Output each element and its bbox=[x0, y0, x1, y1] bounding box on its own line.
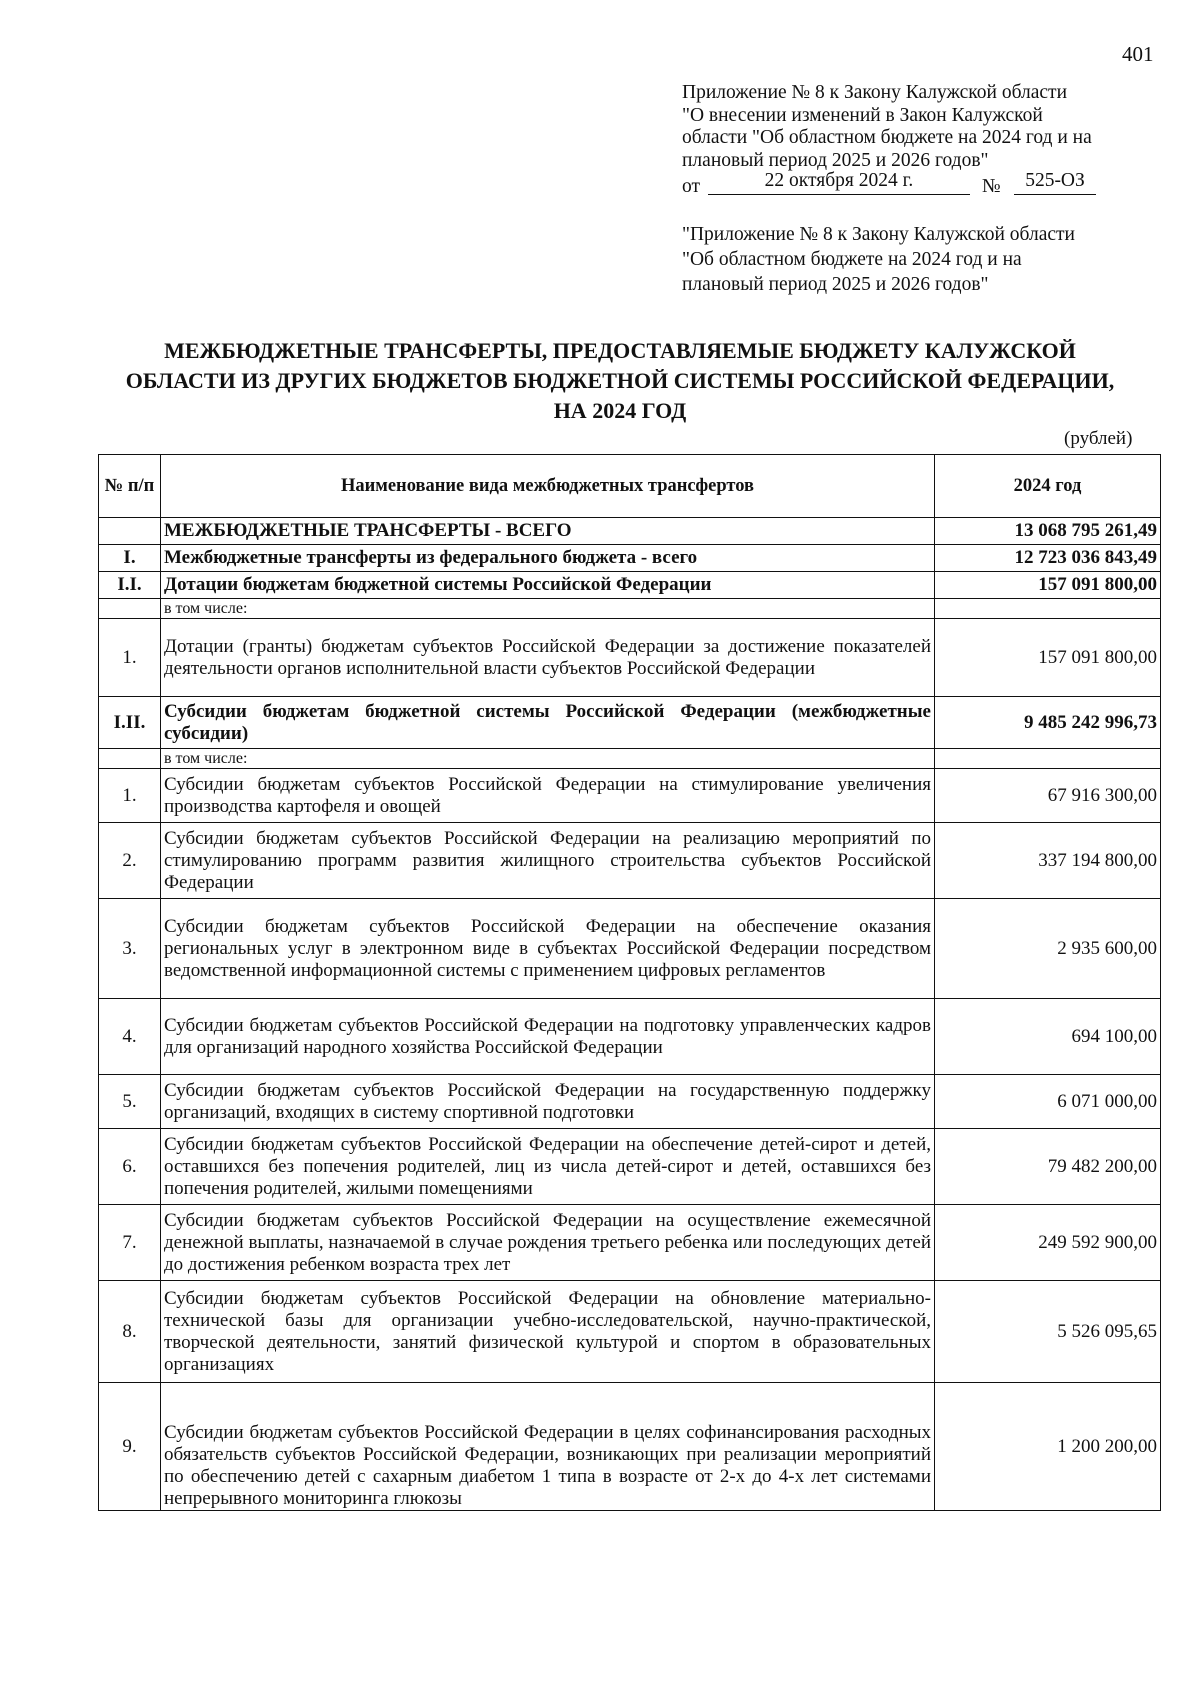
header-line: Приложение № 8 к Закону Калужской области bbox=[682, 82, 1068, 103]
table-header-row bbox=[99, 455, 1161, 518]
row-subheading: в том числе: bbox=[161, 599, 935, 619]
row-num: 2. bbox=[99, 823, 161, 899]
row-name: Субсидии бюджетам субъектов Российской Федерации на обеспечение детей-сирот и детей, оставшихся без попечения родителей, лиц из числа детей-сирот и детей, оставшихся без попечения родителей, жилыми помещениями bbox=[161, 1129, 935, 1205]
table-row bbox=[99, 619, 1161, 697]
row-amount: 79 482 200,00 bbox=[935, 1129, 1161, 1205]
row-name: Субсидии бюджетам субъектов Российской Федерации на реализацию мероприятий по стимулированию программ развития жилищного строительства субъектов Российской Федерации bbox=[161, 823, 935, 899]
row-num: 1. bbox=[99, 619, 161, 697]
table-row bbox=[99, 599, 1161, 619]
row-num: 5. bbox=[99, 1075, 161, 1129]
number-sign: № bbox=[982, 176, 1001, 197]
header2-line: плановый период 2025 и 2026 годов" bbox=[682, 274, 989, 295]
row-num: 3. bbox=[99, 899, 161, 999]
title-line: НА 2024 ГОД bbox=[553, 398, 687, 423]
header-year: 2024 год bbox=[935, 455, 1161, 518]
units-label: (рублей) bbox=[1064, 428, 1133, 449]
law-signature-line bbox=[682, 170, 1162, 200]
original-appendix-header bbox=[682, 222, 1162, 297]
row-num: 6. bbox=[99, 1129, 161, 1205]
row-amount: 249 592 900,00 bbox=[935, 1205, 1161, 1281]
title-line: ОБЛАСТИ ИЗ ДРУГИХ БЮДЖЕТОВ БЮДЖЕТНОЙ СИСТЕМЫ РОССИЙСКОЙ ФЕДЕРАЦИИ, bbox=[125, 368, 1115, 393]
table-row bbox=[99, 572, 1161, 599]
row-amount bbox=[935, 599, 1161, 619]
document-title bbox=[80, 336, 1160, 426]
row-amount: 13 068 795 261,49 bbox=[935, 518, 1161, 545]
row-name: Субсидии бюджетам субъектов Российской Федерации на обновление материально-технической базы для организации учебно-исследовательской, научно-практической, творческой деятельности, занятий физической культурой и спортом в образовательных организациях bbox=[161, 1281, 935, 1383]
row-amount: 12 723 036 843,49 bbox=[935, 545, 1161, 572]
row-num: 1. bbox=[99, 769, 161, 823]
row-name: Субсидии бюджетам субъектов Российской Федерации на осуществление ежемесячной денежной выплаты, назначаемой в случае рождения третьего ребенка или последующих детей до достижения ребенком возраста трех лет bbox=[161, 1205, 935, 1281]
row-name: Субсидии бюджетам субъектов Российской Федерации на подготовку управленческих кадров для организаций народного хозяйства Российской Федерации bbox=[161, 999, 935, 1075]
row-num: 7. bbox=[99, 1205, 161, 1281]
table-row bbox=[99, 749, 1161, 769]
row-amount: 6 071 000,00 bbox=[935, 1075, 1161, 1129]
row-amount: 9 485 242 996,73 bbox=[935, 697, 1161, 749]
header-name: Наименование вида межбюджетных трансфертов bbox=[161, 455, 935, 518]
law-number: 525-ОЗ bbox=[1014, 170, 1096, 195]
row-subheading: в том числе: bbox=[161, 749, 935, 769]
row-num: 8. bbox=[99, 1281, 161, 1383]
row-num: 4. bbox=[99, 999, 161, 1075]
header-line: области "Об областном бюджете на 2024 год и на bbox=[682, 127, 1092, 148]
header2-line: "Об областном бюджете на 2024 год и на bbox=[682, 249, 1022, 270]
row-amount: 157 091 800,00 bbox=[935, 619, 1161, 697]
row-num bbox=[99, 599, 161, 619]
table-row bbox=[99, 697, 1161, 749]
row-amount: 2 935 600,00 bbox=[935, 899, 1161, 999]
row-name: Межбюджетные трансферты из федерального бюджета - всего bbox=[161, 545, 935, 572]
ot-label: от bbox=[682, 176, 701, 197]
transfers-table bbox=[98, 454, 1161, 1511]
table-row bbox=[99, 1205, 1161, 1281]
table-row bbox=[99, 1383, 1161, 1511]
header-line: "О внесении изменений в Закон Калужской bbox=[682, 104, 1043, 126]
row-amount: 694 100,00 bbox=[935, 999, 1161, 1075]
table-row bbox=[99, 999, 1161, 1075]
row-name: Субсидии бюджетам бюджетной системы Российской Федерации (межбюджетные субсидии) bbox=[161, 697, 935, 749]
row-name: Дотации бюджетам бюджетной системы Российской Федерации bbox=[161, 572, 935, 599]
row-amount bbox=[935, 749, 1161, 769]
header-line: плановый период 2025 и 2026 годов" bbox=[682, 149, 989, 171]
table-row bbox=[99, 545, 1161, 572]
row-amount: 1 200 200,00 bbox=[935, 1383, 1161, 1511]
table-row bbox=[99, 823, 1161, 899]
header2-line: "Приложение № 8 к Закону Калужской области bbox=[682, 224, 1075, 245]
row-name: МЕЖБЮДЖЕТНЫЕ ТРАНСФЕРТЫ - ВСЕГО bbox=[161, 518, 935, 545]
table-row bbox=[99, 518, 1161, 545]
table-row bbox=[99, 899, 1161, 999]
row-name: Субсидии бюджетам субъектов Российской Федерации на обеспечение оказания региональных услуг в электронном виде в субъектах Российской Федерации посредством ведомственной информационной системы с применением цифровых регламентов bbox=[161, 899, 935, 999]
row-num: I.I. bbox=[99, 572, 161, 599]
row-name: Субсидии бюджетам субъектов Российской Федерации на государственную поддержку организаций, входящих в систему спортивной подготовки bbox=[161, 1075, 935, 1129]
row-amount: 5 526 095,65 bbox=[935, 1281, 1161, 1383]
row-num: 9. bbox=[99, 1383, 161, 1511]
row-amount: 67 916 300,00 bbox=[935, 769, 1161, 823]
row-num: I.II. bbox=[99, 697, 161, 749]
row-name: Субсидии бюджетам субъектов Российской Федерации на стимулирование увеличения производства картофеля и овощей bbox=[161, 769, 935, 823]
law-date: 22 октября 2024 г. bbox=[708, 170, 970, 195]
page-number: 401 bbox=[1122, 42, 1154, 66]
row-num bbox=[99, 518, 161, 545]
table-row bbox=[99, 1281, 1161, 1383]
title-line: МЕЖБЮДЖЕТНЫЕ ТРАНСФЕРТЫ, ПРЕДОСТАВЛЯЕМЫЕ БЮДЖЕТУ КАЛУЖСКОЙ bbox=[164, 338, 1076, 363]
row-amount: 157 091 800,00 bbox=[935, 572, 1161, 599]
appendix-header bbox=[682, 82, 1162, 200]
row-num bbox=[99, 749, 161, 769]
row-name: Субсидии бюджетам субъектов Российской Федерации в целях софинансирования расходных обязательств субъектов Российской Федерации, возникающих при реализации мероприятий по обеспечению детей с сахарным диабетом 1 типа в возрасте от 2-х до 4-х лет системами непрерывного мониторинга глюкозы bbox=[161, 1383, 935, 1511]
table-row bbox=[99, 1075, 1161, 1129]
table-row bbox=[99, 1129, 1161, 1205]
row-amount: 337 194 800,00 bbox=[935, 823, 1161, 899]
header-num: № п/п bbox=[99, 455, 161, 518]
table-row bbox=[99, 769, 1161, 823]
row-num: I. bbox=[99, 545, 161, 572]
row-name: Дотации (гранты) бюджетам субъектов Российской Федерации за достижение показателей деятельности органов исполнительной власти субъектов Российской Федерации bbox=[161, 619, 935, 697]
